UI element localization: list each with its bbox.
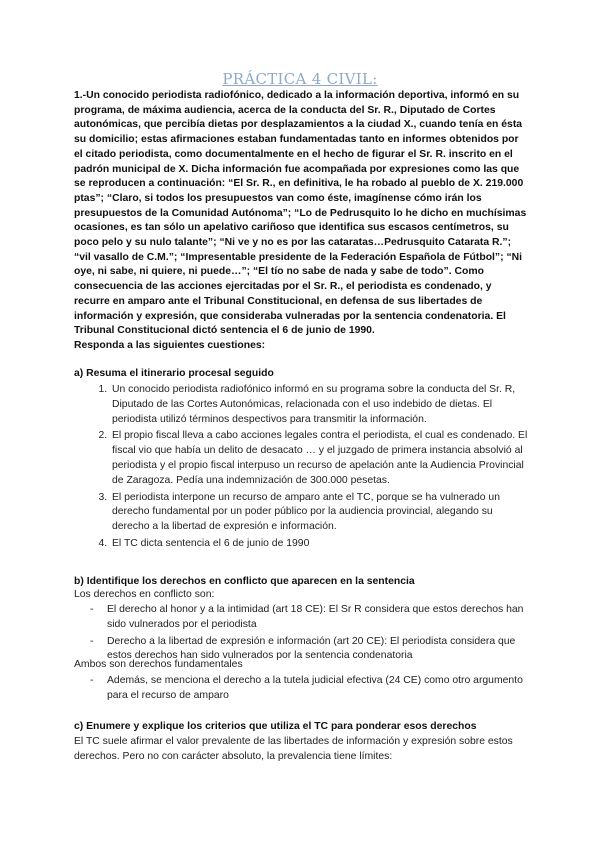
questions-prompt: Responda a las siguientes cuestiones: [74, 339, 266, 351]
section-a-heading: a) Resuma el itinerario procesal seguido [74, 368, 274, 379]
rights-extra-list [74, 674, 534, 706]
section-b-heading: b) Identifique los derechos en conflicto que aparecen en la sentencia [74, 576, 415, 587]
criteria-text: El TC suele afirmar el valor prevalente de las libertades de información y expresión sobre estos derechos. Pero no con carácter absoluto, la prevalencia tiene límites: [74, 736, 513, 762]
rights-list-item: - Además, se menciona el derecho a la tutela judicial efectiva (24 CE) como otro argumento para el recurso de amparo [74, 674, 534, 704]
procedure-step: 4. El TC dicta sentencia el 6 de junio de 1990 [110, 537, 530, 552]
procedure-step: 1. Un conocido periodista radiofónico informó en su programa sobre la conducta del Sr. R, Diputado de las Cortes Autonómicas, relacionada con el uso indebido de dietas. El periodista utilizó términos despectivos para transmitir la información. [110, 383, 530, 427]
rights-lead: Los derechos en conflicto son: [74, 589, 215, 600]
rights-note: Ambos son derechos fundamentales [74, 659, 243, 670]
case-statement [74, 89, 530, 354]
procedure-steps-list [74, 383, 530, 554]
rights-list-item: - Derecho a la libertad de expresión e información (art 20 CE): El periodista considera que estos derechos han sido vulnerados por la sentencia condenatoria [74, 635, 534, 665]
rights-list [74, 603, 534, 666]
procedure-step: 3. El periodista interpone un recurso de amparo ante el TC, porque se ha vulnerado un derecho fundamental por un poder público por la audiencia provincial, alegando su derecho a la libertad de expresión e información. [110, 491, 530, 535]
case-statement-text: 1.-Un conocido periodista radiofónico, dedicado a la información deportiva, informó en su programa, de máxima audiencia, acerca de la conducta del Sr. R., Diputado de Cortes autonómicas, que percibía dietas por desplazamientos a la ciudad X., cuando tenía en ésta su domicilio; estas afirmaciones estaban fundamentadas tanto en informes obtenidos por el citado periodista, como documentalmente en el hecho de figurar el Sr. R. inscrito en el padrón municipal de X. Dicha información fue acompañada por expresiones como las que se reproducen a continuación: “El Sr. R., en definitiva, le ha robado al pueblo de X. 219.000 ptas”; “Claro, si todos los presupuestos van como éste, imagínense cómo irán los presupuestos de la Comunidad Autónoma”; “Lo de Pedrusquito lo he dicho en muchísimas ocasiones, es tan sólo un apelativo cariñoso que identifica sus escasos centímetros, su poco pelo y su nulo talante”; “Ni ve y no es por las cataratas…Pedrusquito Catarata R.”; “vil vasallo de C.M.”; “Impresentable presidente de la Federación Española de Fútbol”; “Ni oye, ni sabe, ni quiere, ni puede…”; “El tío no sabe de nada y sabe de todo”. Como consecuencia de las acciones ejercitadas por el Sr. R., el periodista es condenado, y recurre en amparo ante el Tribunal Constitucional, en defensa de sus libertades de información y expresión, que consideraba vulneradas por la sentencia condenatoria. El Tribunal Constitucional dictó sentencia el 6 de junio de 1990. [74, 90, 527, 337]
document-title: PRÁCTICA 4 CIVIL: [222, 70, 378, 88]
section-c-heading: c) Enumere y explique los criterios que utiliza el TC para ponderar esos derechos [74, 721, 477, 732]
rights-list-item: - El derecho al honor y a la intimidad (art 18 CE): El Sr R considera que estos derechos han sido vulnerados por el periodista [74, 603, 534, 633]
procedure-step: 2. El propio fiscal lleva a cabo acciones legales contra el periodista, el cual es condenado. El fiscal vio que había un delito de desacato … y el juzgado de primera instancia absolvió al periodista y el propio fiscal interpuso un recurso de apelación ante la Audiencia Provincial de Zaragoza. Pedía una indemnización de 300.000 pesetas. [110, 429, 530, 488]
